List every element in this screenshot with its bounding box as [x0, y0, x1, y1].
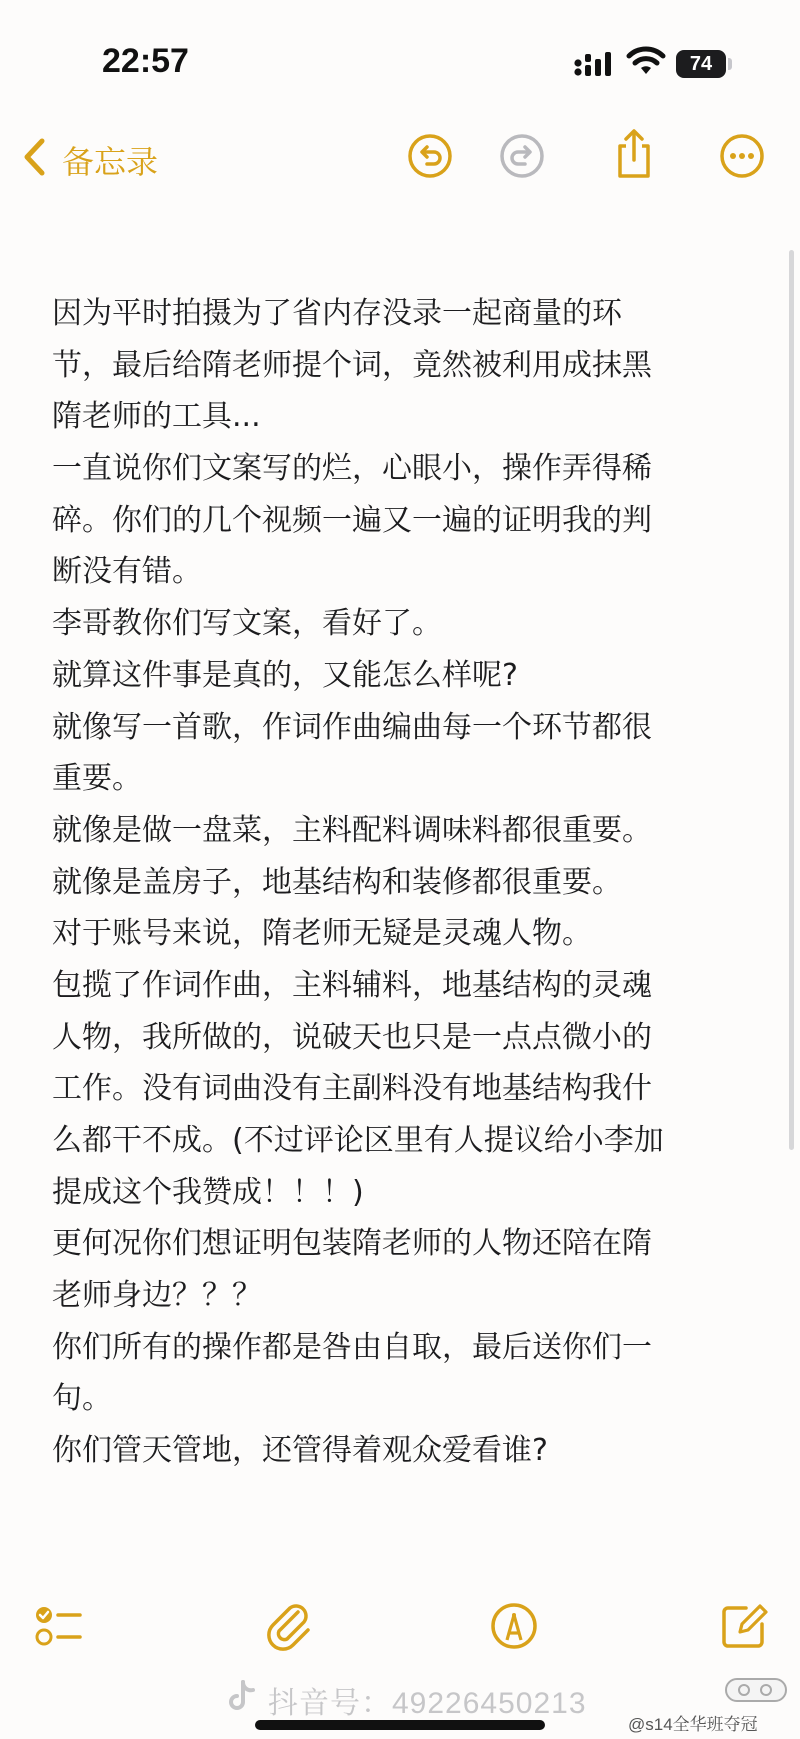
- chevron-left-icon[interactable]: [20, 135, 48, 179]
- share-icon[interactable]: [610, 126, 658, 182]
- status-bar: [0, 0, 800, 120]
- note-line: 老师身边？？？: [52, 1278, 262, 1314]
- note-line: 工作。没有词曲没有主副料没有地基结构我什: [52, 1071, 652, 1107]
- note-line: 断没有错。: [52, 554, 202, 590]
- note-line: 么都干不成。(不过评论区里有人提议给小李加: [52, 1123, 664, 1158]
- undo-icon[interactable]: [406, 132, 454, 180]
- checklist-icon[interactable]: [34, 1600, 86, 1652]
- note-line: 重要。: [52, 761, 142, 797]
- bottom-toolbar: [0, 1590, 800, 1670]
- note-line: 一直说你们文案写的烂，心眼小，操作弄得稀: [52, 451, 652, 487]
- wifi-icon: [626, 46, 666, 78]
- note-line: 包揽了作词作曲，主料辅料，地基结构的灵魂: [52, 967, 652, 1003]
- watermark-text: 抖音号：49226450213: [268, 1687, 587, 1720]
- note-line: 李哥教你们写文案，看好了。: [52, 606, 442, 642]
- back-button-label[interactable]: 备忘录: [62, 143, 159, 181]
- note-line: 句。: [52, 1381, 112, 1417]
- scroll-indicator[interactable]: [789, 250, 794, 1150]
- corner-watermark: @s14全华班夺冠: [628, 1715, 758, 1734]
- cellular-signal-icon: [574, 50, 616, 78]
- paperclip-icon[interactable]: [264, 1600, 316, 1652]
- note-line: 就算这件事是真的，又能怎么样呢?: [52, 657, 518, 693]
- more-icon[interactable]: [718, 132, 766, 180]
- note-line: 提成这个我赞成！！！): [52, 1174, 364, 1210]
- note-line: 你们管天管地，还管得着观众爱看谁?: [52, 1433, 548, 1469]
- battery-cap: [728, 58, 732, 70]
- battery-indicator: 74: [676, 50, 726, 78]
- note-line: 更何况你们想证明包装隋老师的人物还陪在隋: [52, 1226, 652, 1262]
- note-line: 对于账号来说，隋老师无疑是灵魂人物。: [52, 916, 592, 952]
- note-line: 因为平时拍摄为了省内存没录一起商量的环: [52, 296, 622, 331]
- redo-icon[interactable]: [498, 132, 546, 180]
- note-line: 就像是做一盘菜，主料配料调味料都很重要。: [52, 812, 652, 848]
- note-line: 就像是盖房子，地基结构和装修都很重要。: [52, 864, 622, 900]
- home-indicator[interactable]: [255, 1720, 545, 1730]
- markup-pen-icon[interactable]: [488, 1600, 540, 1652]
- note-line: 碎。你们的几个视频一遍又一遍的证明我的判: [52, 502, 652, 538]
- note-body[interactable]: [52, 288, 752, 1477]
- compose-icon[interactable]: [718, 1600, 770, 1652]
- note-line: 就像写一首歌，作词作曲编曲每一个环节都很: [52, 709, 652, 745]
- weibo-logo-icon: [724, 1675, 788, 1705]
- note-line: 隋老师的工具...: [52, 399, 261, 435]
- status-time: 22:57: [102, 42, 189, 80]
- note-line: 节，最后给隋老师提个词，竟然被利用成抹黑: [52, 347, 652, 383]
- note-line: 人物，我所做的，说破天也只是一点点微小的: [52, 1019, 652, 1055]
- tiktok-logo-icon: [228, 1680, 258, 1712]
- note-line: 你们所有的操作都是咎由自取，最后送你们一: [52, 1329, 652, 1365]
